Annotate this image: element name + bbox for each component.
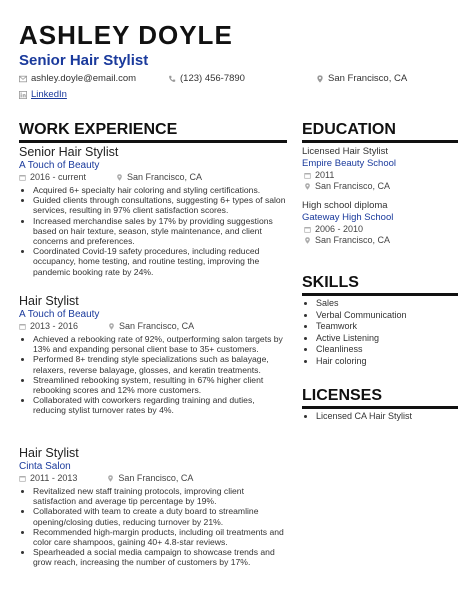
education-location: San Francisco, CA [315, 235, 391, 245]
location-pin-icon [108, 323, 115, 330]
list-item: • Spearheaded a social media campaign to showcase trends and grow reach, increasing the number of customers by 17%. [33, 547, 287, 567]
envelope-icon [19, 75, 27, 83]
job-meta [19, 473, 287, 484]
job-meta [19, 321, 287, 332]
work-divider [19, 140, 287, 143]
job-2 [19, 294, 287, 416]
list-item: • Achieved a rebooking rate of 92%, outperforming salon targets by 13% and expanding personal client base to 35+ customers. [33, 334, 287, 354]
job-dates: 2016 - current [30, 172, 87, 182]
licenses-list [302, 409, 458, 423]
location-pin-icon [116, 174, 123, 181]
skills-list [302, 296, 458, 367]
job-title: Senior Hair Stylist [19, 145, 119, 159]
list-item: • Streamlined rebooking system, resulting in 67% higher client rebooking scores and 12% more customers. [33, 375, 287, 395]
calendar-icon [19, 323, 26, 330]
contact-location [316, 73, 407, 85]
list-item: • Collaborated with coworkers regarding training and duties, reducing stylist turnover rates by 4%. [33, 395, 287, 415]
education-location-row [304, 181, 458, 192]
education-year-row [304, 224, 458, 235]
list-item: • Coordinated Covid-19 safety procedures, including reduced occupancy, home testing, and routine testing, improving the pandemic booking rate by 24%. [33, 246, 287, 277]
job-location: San Francisco, CA [127, 172, 203, 182]
job-company: Cinta Salon [19, 461, 71, 472]
job-company: A Touch of Beauty [19, 309, 100, 320]
list-item: • Guided clients through consultations, suggesting 6+ types of salon services, resulting in 97% client satisfaction scores. [33, 195, 287, 215]
education-heading: EDUCATION [302, 121, 396, 138]
job-location: San Francisco, CA [119, 321, 195, 331]
education-degree: High school diploma [302, 200, 388, 211]
skill-item: • Cleanliness [316, 344, 458, 356]
calendar-icon [304, 226, 311, 233]
education-school: Empire Beauty School [302, 158, 396, 169]
candidate-role: Senior Hair Stylist [19, 52, 149, 69]
calendar-icon [19, 174, 26, 181]
linkedin-icon [19, 91, 27, 99]
calendar-icon [304, 172, 311, 179]
location-text: San Francisco, CA [328, 73, 408, 84]
education-item [302, 200, 458, 246]
skill-item: • Active Listening [316, 333, 458, 345]
education-location: San Francisco, CA [315, 181, 391, 191]
job-company: A Touch of Beauty [19, 160, 100, 171]
skills-heading: SKILLS [302, 274, 359, 291]
education-year-row [304, 170, 458, 181]
job-3 [19, 446, 287, 568]
education-divider [302, 140, 458, 143]
job-bullets [19, 185, 287, 277]
contact-phone[interactable] [168, 73, 245, 85]
education-year: 2011 [315, 170, 335, 180]
education-list [302, 146, 458, 254]
contact-email[interactable] [19, 73, 136, 85]
skill-item: • Teamwork [316, 321, 458, 333]
location-pin-icon [107, 475, 114, 482]
linkedin-link[interactable]: LinkedIn [31, 89, 67, 100]
location-pin-icon [304, 237, 311, 244]
job-dates: 2013 - 2016 [30, 321, 79, 331]
location-pin-icon [304, 183, 311, 190]
job-title: Hair Stylist [19, 446, 79, 460]
job-dates: 2011 - 2013 [30, 473, 78, 483]
job-1 [19, 145, 287, 277]
list-item: • Performed 8+ trending style specializations such as balayage, relaxers, reverse balayage, glosses, and keratin treatments. [33, 354, 287, 374]
list-item: • Collaborated with team to create a duty board to streamline opening/closing duties, reducing turnover by 21%. [33, 506, 287, 526]
location-pin-icon [316, 75, 324, 83]
license-item: • Licensed CA Hair Stylist [316, 411, 458, 423]
email-text: ashley.doyle@email.com [31, 73, 137, 84]
phone-icon [168, 75, 176, 83]
list-item: • Revitalized new staff training protocols, improving client satisfaction and average tip percentage by 19%. [33, 486, 287, 506]
job-title: Hair Stylist [19, 294, 79, 308]
job-bullets [19, 334, 287, 416]
skill-item: • Verbal Communication [316, 310, 458, 322]
list-item: • Acquired 6+ specialty hair coloring and styling certifications. [33, 185, 287, 195]
candidate-name: ASHLEY DOYLE [19, 20, 233, 50]
list-item: • Recommended high-margin products, including oil treatments and color care shampoos, gaining 40+ 4.8-star reviews. [33, 527, 287, 547]
education-degree: Licensed Hair Stylist [302, 146, 389, 157]
job-meta [19, 172, 287, 183]
work-experience-heading: WORK EXPERIENCE [19, 121, 178, 138]
contact-linkedin[interactable] [19, 89, 67, 101]
list-item: • Increased merchandise sales by 17% by providing suggestions based on hair texture, season, style maintenance, and client concerns and preferences. [33, 216, 287, 247]
skill-item: • Hair coloring [316, 356, 458, 368]
job-bullets [19, 486, 287, 568]
education-school: Gateway High School [302, 212, 394, 223]
education-location-row [304, 235, 458, 246]
skill-item: • Sales [316, 298, 458, 310]
calendar-icon [19, 475, 26, 482]
education-year: 2006 - 2010 [315, 224, 364, 234]
phone-text: (123) 456-7890 [180, 73, 245, 84]
job-location: San Francisco, CA [118, 473, 194, 483]
education-item [302, 146, 458, 192]
licenses-heading: LICENSES [302, 387, 383, 404]
